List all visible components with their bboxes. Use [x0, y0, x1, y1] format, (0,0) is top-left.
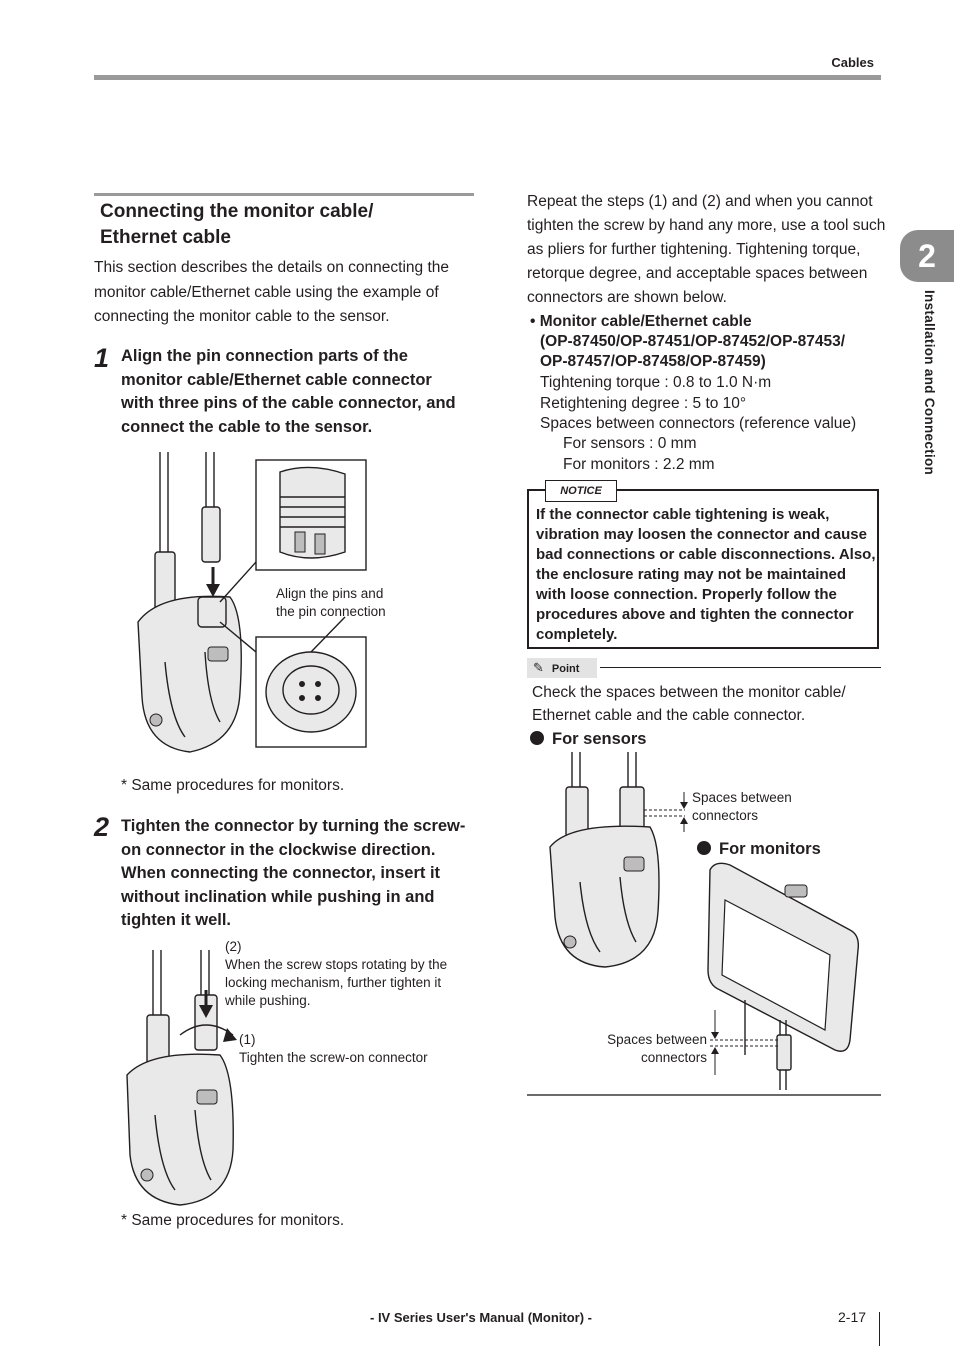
- step-2-label-2: [225, 938, 475, 1010]
- spec-monitors-space: For monitors : 2.2 mm: [563, 456, 715, 473]
- footer-title: - IV Series User's Manual (Monitor) -: [370, 1310, 592, 1325]
- point-tag: [527, 658, 597, 678]
- step-2-label-2-text: When the screw stops rotating by the locking mechanism, further tighten it while pushing.: [225, 957, 448, 1008]
- spec-heading-line2: (OP-87450/OP-87451/OP-87452/OP-87453/: [540, 333, 846, 350]
- pencil-icon: ✎: [533, 660, 544, 675]
- spec-heading-line1: • Monitor cable/Ethernet cable: [530, 313, 752, 330]
- spec-heading-line3: OP-87457/OP-87458/OP-87459): [540, 353, 766, 370]
- running-header: Cables: [831, 55, 874, 70]
- notice-tag: NOTICE: [545, 480, 617, 502]
- for-sensors-heading: [530, 730, 646, 749]
- step-2-label-1-number: (1): [239, 1032, 256, 1047]
- step-2-label-1-text: Tighten the screw-on connector: [239, 1050, 428, 1065]
- step-2-label-2-number: (2): [225, 939, 242, 954]
- monitor-space-label-line2: connectors: [640, 1050, 707, 1065]
- step-2-label-1: [239, 1031, 479, 1067]
- sensor-space-label: [692, 789, 792, 825]
- for-monitors-label: For monitors: [719, 840, 821, 858]
- chapter-label: Installation and Connection: [922, 290, 937, 476]
- monitor-spacing-figure: [700, 860, 865, 1090]
- for-monitors-heading: [697, 840, 821, 859]
- point-tag-label: Point: [551, 663, 580, 675]
- spec-torque: Tightening torque : 0.8 to 1.0 N·m: [540, 374, 772, 391]
- bullet-icon: [697, 841, 711, 855]
- spec-spaces: Spaces between connectors (reference value): [540, 415, 857, 432]
- section-title: [100, 199, 470, 251]
- point-text: Check the spaces between the monitor cable/ Ethernet cable and the cable connector.: [532, 684, 846, 724]
- step-1-caption: [276, 585, 386, 621]
- sensor-spacing-figure: [540, 752, 690, 972]
- sensor-space-label-line2: connectors: [692, 808, 759, 823]
- section-intro: This section describes the details on connecting the monitor cable/Ethernet cable using the example of connecting the monitor cable to the sensor.: [94, 259, 449, 325]
- monitor-space-label-line1: Spaces between: [607, 1032, 707, 1047]
- step-1-number: 1: [94, 343, 110, 373]
- step-2-number: 2: [94, 812, 110, 842]
- section-title-line2: Ethernet cable: [100, 227, 231, 248]
- point-rule: [600, 667, 881, 668]
- notice-text: If the connector cable tightening is weak, vibration may loosen the connector and cause bad connections or cable disconnections. Also, the enclosure rating may not be maintained with loose connection. Properly follow the procedures above and tighten the connector completely.: [536, 506, 876, 643]
- step-1-text: Align the pin connection parts of the monitor cable/Ethernet cable connector with three pins of the cable connector, and connect the cable to the sensor.: [121, 347, 456, 436]
- bullet-icon: [530, 731, 544, 745]
- header-rule: [94, 75, 881, 80]
- section-title-line1: Connecting the monitor cable/: [100, 201, 374, 222]
- footer-rule: [879, 1312, 880, 1346]
- section-rule: [94, 193, 474, 196]
- section-end-rule: [527, 1094, 881, 1096]
- sensor-space-label-line1: Spaces between: [692, 790, 792, 805]
- step-1-caption-line2: the pin connection: [276, 604, 386, 619]
- step-1-caption-line1: Align the pins and: [276, 586, 384, 601]
- page-number: 2-17: [838, 1309, 867, 1325]
- spec-retighten: Retightening degree : 5 to 10°: [540, 395, 747, 412]
- step-2-note: * Same procedures for monitors.: [121, 1212, 345, 1229]
- monitor-space-label: [597, 1031, 707, 1067]
- tightening-intro: Repeat the steps (1) and (2) and when you cannot tighten the screw by hand any more, use a tool such as pliers for further tightening. Tightening torque, retorque degree, and acceptable spaces between connectors are shown below.: [527, 193, 886, 306]
- for-sensors-label: For sensors: [552, 730, 647, 748]
- spec-sensors-space: For sensors : 0 mm: [563, 435, 697, 452]
- step-2-text: Tighten the connector by turning the screw-on connector in the clockwise direction. When connecting the connector, insert it without inclination while pushing in and tighten it well.: [121, 817, 466, 930]
- spec-heading: [530, 312, 845, 372]
- step-1-note: * Same procedures for monitors.: [121, 777, 345, 794]
- chapter-tab: 2: [900, 230, 954, 282]
